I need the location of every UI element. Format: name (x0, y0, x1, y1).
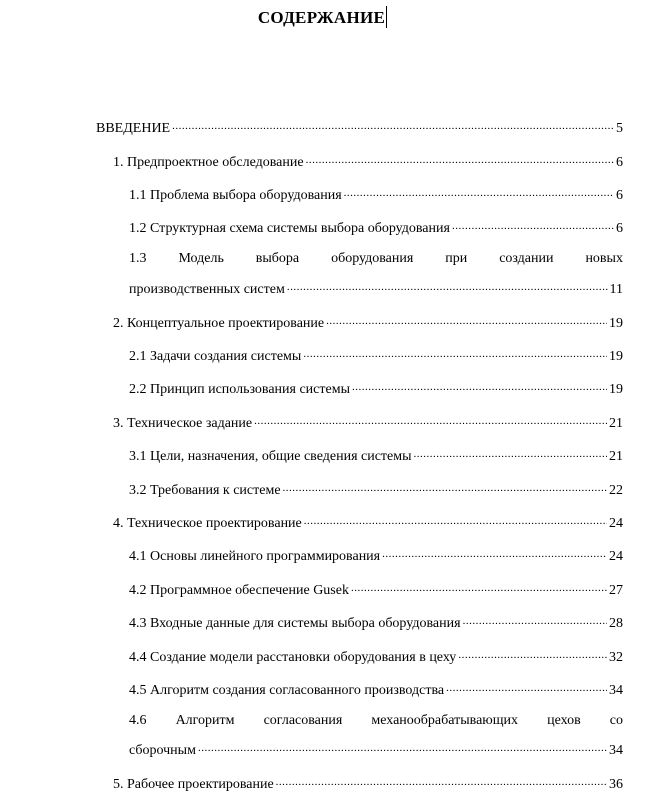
toc-entry-section-5[interactable] (113, 773, 623, 793)
toc-page-number: 5 (616, 121, 623, 136)
toc-word: цехов (547, 713, 581, 728)
toc-leader-dots (446, 679, 607, 694)
toc-entry-text: 1.2 Структурная схема системы выбора оборудования (129, 221, 450, 236)
toc-leader-dots (463, 612, 607, 627)
toc-page-number: 22 (609, 483, 623, 498)
toc-entry-text: 4.1 Основы линейного программирования (129, 549, 381, 564)
toc-entry-text: 3.1 Цели, назначения, общие сведения системы (129, 449, 412, 464)
toc-leader-dots (326, 312, 607, 327)
toc-entry-section-2-1[interactable] (129, 345, 623, 365)
toc-word: оборудования (331, 251, 414, 266)
toc-page-number: 27 (609, 583, 623, 598)
toc-leader-dots (352, 378, 607, 393)
toc-entry-text: ВВЕДЕНИЕ (96, 121, 171, 136)
toc-entry-text: 3.2 Требования к системе (129, 483, 281, 498)
toc-word: Алгоритм (175, 713, 235, 728)
toc-page-number: 21 (609, 416, 623, 431)
toc-entry-text: 2.2 Принцип использования системы (129, 382, 350, 397)
toc-entry-text: 1. Предпроектное обследование (113, 155, 304, 170)
toc-leader-dots (304, 512, 607, 527)
toc-page-number: 24 (609, 549, 623, 564)
text-cursor (386, 6, 387, 28)
title-text: СОДЕРЖАНИЕ (257, 8, 386, 27)
toc-entry-text: 4.4 Создание модели расстановки оборудования в цеху (129, 650, 457, 665)
toc-entry-section-4-1[interactable] (129, 545, 623, 565)
toc-entry-section-3-1[interactable] (129, 445, 623, 465)
toc-page-number: 24 (609, 516, 623, 531)
toc-entry-section-1[interactable] (113, 151, 623, 171)
toc-entry-section-4[interactable] (113, 512, 623, 532)
toc-leader-dots (198, 739, 607, 754)
toc-leader-dots (306, 151, 614, 166)
toc-entry-section-2-2[interactable] (129, 378, 623, 398)
toc-entry-text: 2. Концептуальное проектирование (113, 316, 325, 331)
toc-entry-section-2[interactable] (113, 312, 623, 332)
toc-page-number: 6 (616, 188, 623, 203)
toc-leader-dots (287, 278, 608, 293)
toc-leader-dots (303, 345, 607, 360)
toc-leader-dots (458, 646, 607, 661)
toc-entry-section-4-3[interactable] (129, 612, 623, 632)
toc-leader-dots (283, 479, 607, 494)
toc-word: механообрабатывающих (371, 713, 519, 728)
toc-leader-dots (414, 445, 607, 460)
toc-word: Модель (178, 251, 224, 266)
toc-word: согласования (263, 713, 343, 728)
toc-leader-dots (344, 184, 614, 199)
toc-entry-text: 4.2 Программное обеспечение Gusek (129, 583, 349, 598)
toc-entry-text: 2.1 Задачи создания системы (129, 349, 302, 364)
toc-word: создании (499, 251, 554, 266)
toc-page-number: 11 (609, 282, 623, 297)
toc-entry-text: 1.1 Проблема выбора оборудования (129, 188, 342, 203)
toc-page-number: 6 (616, 155, 623, 170)
toc-page-number: 19 (609, 349, 623, 364)
toc-word: 1.3 (129, 251, 147, 266)
toc-entry-introduction[interactable] (96, 117, 623, 137)
toc-entry-section-4-5[interactable] (129, 679, 623, 699)
toc-leader-dots (254, 412, 607, 427)
toc-entry-text: 4. Техническое проектирование (113, 516, 302, 531)
toc-page-number: 28 (609, 616, 623, 631)
toc-entry-text: сборочным (129, 743, 196, 758)
toc-entry-section-3[interactable] (113, 412, 623, 432)
toc-entry-section-4-2[interactable] (129, 579, 623, 599)
toc-page-number: 19 (609, 382, 623, 397)
toc-entry-text: 4.5 Алгоритм создания согласованного производства (129, 683, 445, 698)
toc-leader-dots (382, 545, 607, 560)
toc-word: 4.6 (129, 713, 147, 728)
toc-entry-text: 4.3 Входные данные для системы выбора оборудования (129, 616, 461, 631)
toc-page-number: 32 (609, 650, 623, 665)
toc-entry-text: 3. Техническое задание (113, 416, 253, 431)
toc-word: при (445, 251, 468, 266)
toc-leader-dots (276, 773, 607, 788)
toc-page-number: 19 (609, 316, 623, 331)
toc-entry-text: производственных систем (129, 282, 285, 297)
toc-entry-text: 5. Рабочее проектирование (113, 777, 274, 792)
toc-page-number: 34 (609, 683, 623, 698)
toc-entry-section-1-1[interactable] (129, 184, 623, 204)
toc-page-number: 34 (609, 743, 623, 758)
toc-page-number: 36 (609, 777, 623, 792)
toc-entry-section-1-3-line1[interactable] (129, 251, 623, 267)
toc-entry-section-4-6-line1[interactable] (129, 713, 623, 729)
toc-leader-dots (351, 579, 607, 594)
toc-word: со (609, 713, 623, 728)
toc-word: выбора (255, 251, 300, 266)
toc-entry-section-4-6[interactable] (129, 739, 623, 759)
toc-entry-section-1-2[interactable] (129, 217, 623, 237)
toc-entry-section-4-4[interactable] (129, 646, 623, 666)
toc-leader-dots (452, 217, 614, 232)
toc-page-number: 21 (609, 449, 623, 464)
toc-entry-section-3-2[interactable] (129, 479, 623, 499)
toc-entry-section-1-3[interactable] (129, 278, 623, 298)
toc-page-number: 6 (616, 221, 623, 236)
page-title (0, 6, 645, 28)
toc-word: новых (585, 251, 623, 266)
toc-leader-dots (172, 117, 614, 132)
